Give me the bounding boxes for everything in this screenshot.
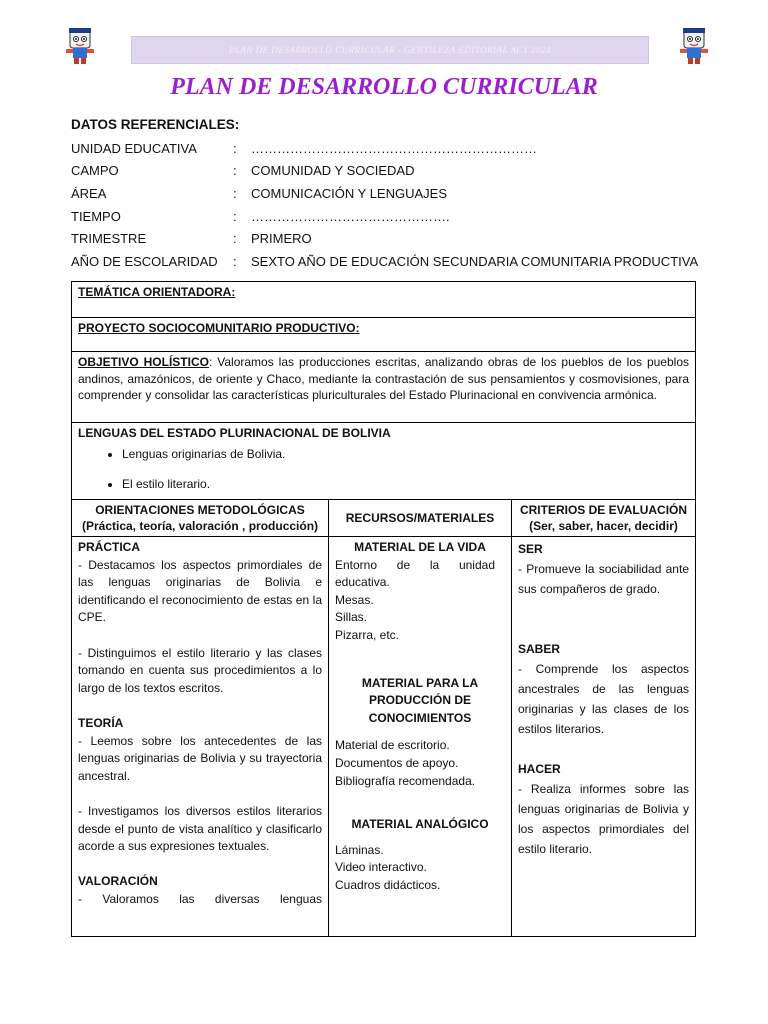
saber-title: SABER [518,642,561,656]
list-item: Pizarra, etc. [335,627,400,642]
datos-row [71,250,711,273]
ser-title: SER [518,542,543,556]
criterios-column [512,500,695,936]
student-mascot-icon [676,26,712,66]
objetivo-label: OBJETIVO HOLÍSTICO [78,355,209,369]
datos-label: TIEMPO [71,208,121,224]
material-analogico-title: MATERIAL ANALÓGICO [351,817,489,832]
datos-value: SEXTO AÑO DE EDUCACIÓN SECUNDARIA COMUNITARIA PRODUCTIVA [251,253,699,269]
criterios-header-line1: CRITERIOS DE EVALUACIÓN [519,503,688,517]
list-item: Entorno de la unidad educativa. [335,557,495,590]
proyecto-sociocomunitario: PROYECTO SOCIOCOMUNITARIO PRODUCTIVO: [72,318,695,352]
list-item: Video interactivo. [335,860,427,875]
recursos-column [329,500,512,936]
practica-item: - Destacamos los aspectos primordiales de las lenguas originarias de Bolivia e identificando el reconocimiento de estas en la CPE. [78,557,322,625]
teoria-item: - Investigamos los diversos estilos literarios desde el punto de vista analítico y clasificarlo acorde a sus expresiones textuales. [78,803,322,854]
list-item: Cuadros didácticos. [335,877,441,892]
list-item: Documentos de apoyo. [335,755,459,770]
datos-label: AÑO DE ESCOLARIDAD [71,253,218,269]
recursos-header-text: RECURSOS/MATERIALES [345,511,495,525]
list-item: Bibliografía recomendada. [335,773,476,788]
datos-value: ………………………………………………………… [251,140,537,156]
plan-columns [72,500,695,936]
lenguas-list [78,446,689,492]
teoria-item: - Leemos sobre los antecedentes de las lenguas originarias de Bolivia y su trayectoria ancestral. [78,733,322,783]
datos-separator: : [233,185,237,201]
datos-value: COMUNICACIÓN Y LENGUAJES [251,185,448,201]
datos-label: ÁREA [71,185,107,201]
list-item: Sillas. [335,610,368,625]
datos-row [71,137,711,160]
datos-label: TRIMESTRE [71,231,147,247]
page-title: PLAN DE DESARROLLO CURRICULAR [170,74,598,100]
saber-text: - Comprende los aspectos ancestrales de las lenguas originarias y las clases de los estilos literarios. [518,662,689,736]
valoracion-item: - Valoramos las diversas lenguas [78,891,322,906]
lenguas-section [72,423,695,500]
student-mascot-icon [62,26,98,66]
datos-row [71,227,711,250]
recursos-header [329,500,511,537]
plan-table [71,281,696,937]
datos-separator: : [233,231,237,247]
valoracion-title: VALORACIÓN [78,874,158,889]
datos-row [71,205,711,228]
orientaciones-header [72,500,328,537]
orientaciones-header-line1: ORIENTACIONES METODOLÓGICAS [95,503,305,517]
list-item: • El estilo literario. [122,476,689,492]
list-item: Material de escritorio. [335,738,450,753]
objetivo-holistico [72,352,695,423]
hacer-title: HACER [518,762,561,776]
datos-label: UNIDAD EDUCATIVA [71,140,197,156]
datos-value: COMUNIDAD Y SOCIEDAD [251,163,415,179]
datos-row [71,160,711,183]
material-produccion-title: MATERIAL PARA LA PRODUCCIÓN DE CONOCIMIENTOS [361,675,479,725]
datos-referenciales [71,137,711,273]
list-item: Láminas. [335,842,384,857]
header-band: PLAN DE DESARROLLO CURRICULAR - GENTILEZA EDITORIAL ACT 2024 [131,36,649,64]
criterios-body [512,537,695,936]
criterios-header [512,500,695,537]
orientaciones-header-line2: (Práctica, teoría, valoración , producción) [81,519,319,533]
datos-separator: : [233,253,237,269]
tematica-orientadora: TEMÁTICA ORIENTADORA: [72,282,695,318]
datos-separator: : [233,163,237,179]
criterios-header-line2: (Ser, saber, hacer, decidir) [529,519,678,533]
datos-value: ………………………………………. [251,208,450,224]
datos-label: CAMPO [71,163,119,179]
orientaciones-body [72,537,328,936]
practica-title: PRÁCTICA [78,540,140,554]
teoria-title: TEORÍA [78,715,124,730]
objetivo-text: : Valoramos las producciones escritas, analizando obras de los pueblos de los pueblos andinos, amazónicos, de oriente y Chaco, mediante la contrastación de sus pensamientos y cosmovisiones, para comprender y consolidar las características pluriculturales del Estado Plurinacional en convivencia armónica. [78,355,689,402]
practica-item: - Distinguimos el estilo literario y las clases tomando en cuenta sus procedimientos a lo largo de los textos escritos. [78,645,322,695]
recursos-body [329,537,511,936]
hacer-text: - Realiza informes sobre las lenguas originarias de Bolivia y los aspectos primordiales del estilo literario. [518,782,689,856]
material-vida-title: MATERIAL DE LA VIDA [354,540,486,554]
lenguas-title: LENGUAS DEL ESTADO PLURINACIONAL DE BOLIVIA [78,426,391,440]
list-item: Mesas. [335,592,374,607]
ser-text: - Promueve la sociabilidad ante sus compañeros de grado. [518,562,689,596]
datos-value: PRIMERO [251,231,312,247]
datos-separator: : [233,140,237,156]
datos-referenciales-title: DATOS REFERENCIALES: [71,117,240,132]
datos-separator: : [233,208,237,224]
orientaciones-column [72,500,329,936]
datos-row [71,182,711,205]
list-item: • Lenguas originarias de Bolivia. [122,446,689,462]
